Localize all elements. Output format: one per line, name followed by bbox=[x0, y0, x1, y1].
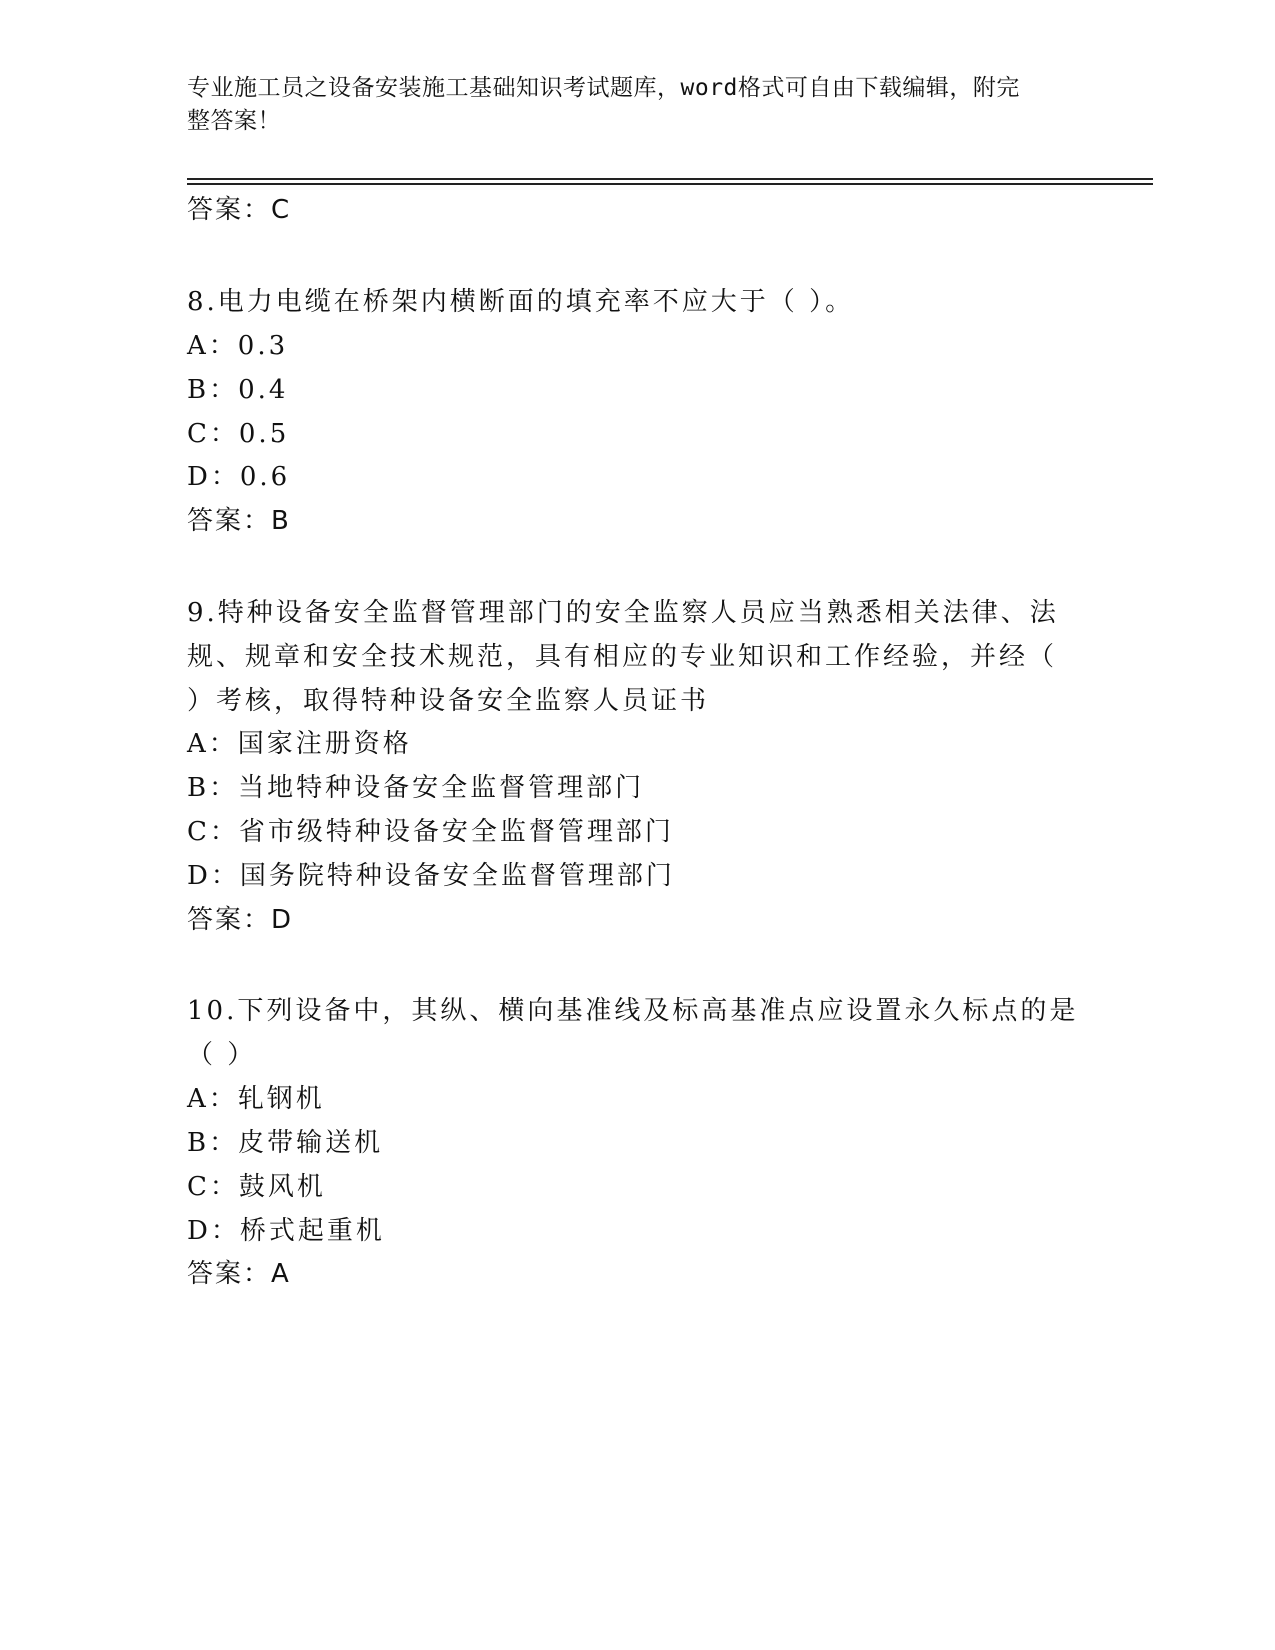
question-9-stem-line-2: 规、规章和安全技术规范，具有相应的专业知识和工作经验，并经（ bbox=[187, 642, 1058, 672]
header-line: 专业施工员之设备安装施工基础知识考试题库，word格式可自由下载编辑，附完 bbox=[187, 75, 1020, 101]
question-10-stem-line-2: （ ） bbox=[187, 1040, 257, 1070]
question-8-answer: 答案：B bbox=[187, 506, 291, 536]
previous-answer: 答案：C bbox=[187, 195, 292, 225]
question-8-option-a: A：0.3 bbox=[187, 331, 289, 361]
question-10-option-a: A：轧钢机 bbox=[187, 1084, 325, 1114]
question-10-option-b: B：皮带输送机 bbox=[187, 1128, 384, 1158]
question-9-answer: 答案：D bbox=[187, 905, 294, 935]
question-9-option-b: B：当地特种设备安全监督管理部门 bbox=[187, 773, 645, 803]
question-8-option-c: C：0.5 bbox=[187, 419, 290, 449]
document-header bbox=[187, 72, 1067, 138]
question-9-option-a: A：国家注册资格 bbox=[187, 729, 412, 759]
question-8-stem: 8.电力电缆在桥架内横断面的填充率不应大于（ ）。 bbox=[187, 287, 855, 317]
question-10-answer: 答案：A bbox=[187, 1259, 291, 1289]
header-divider bbox=[187, 183, 1153, 185]
question-8-option-b: B：0.4 bbox=[187, 375, 289, 405]
question-9-option-d: D：国务院特种设备安全监督管理部门 bbox=[187, 861, 675, 891]
question-10-stem-line-1: 10.下列设备中，其纵、横向基准线及标高基准点应设置永久标点的是 bbox=[187, 996, 1079, 1026]
question-10-option-c: C：鼓风机 bbox=[187, 1172, 326, 1202]
question-10-option-d: D：桥式起重机 bbox=[187, 1216, 385, 1246]
header-divider bbox=[187, 178, 1153, 180]
question-9-option-c: C：省市级特种设备安全监督管理部门 bbox=[187, 817, 674, 847]
question-8-option-d: D：0.6 bbox=[187, 462, 291, 492]
question-9-stem-line-1: 9.特种设备安全监督管理部门的安全监察人员应当熟悉相关法律、法 bbox=[187, 598, 1059, 628]
header-line: 整答案！ bbox=[187, 108, 281, 134]
question-9-stem-line-3: ）考核，取得特种设备安全监察人员证书 bbox=[187, 686, 710, 716]
